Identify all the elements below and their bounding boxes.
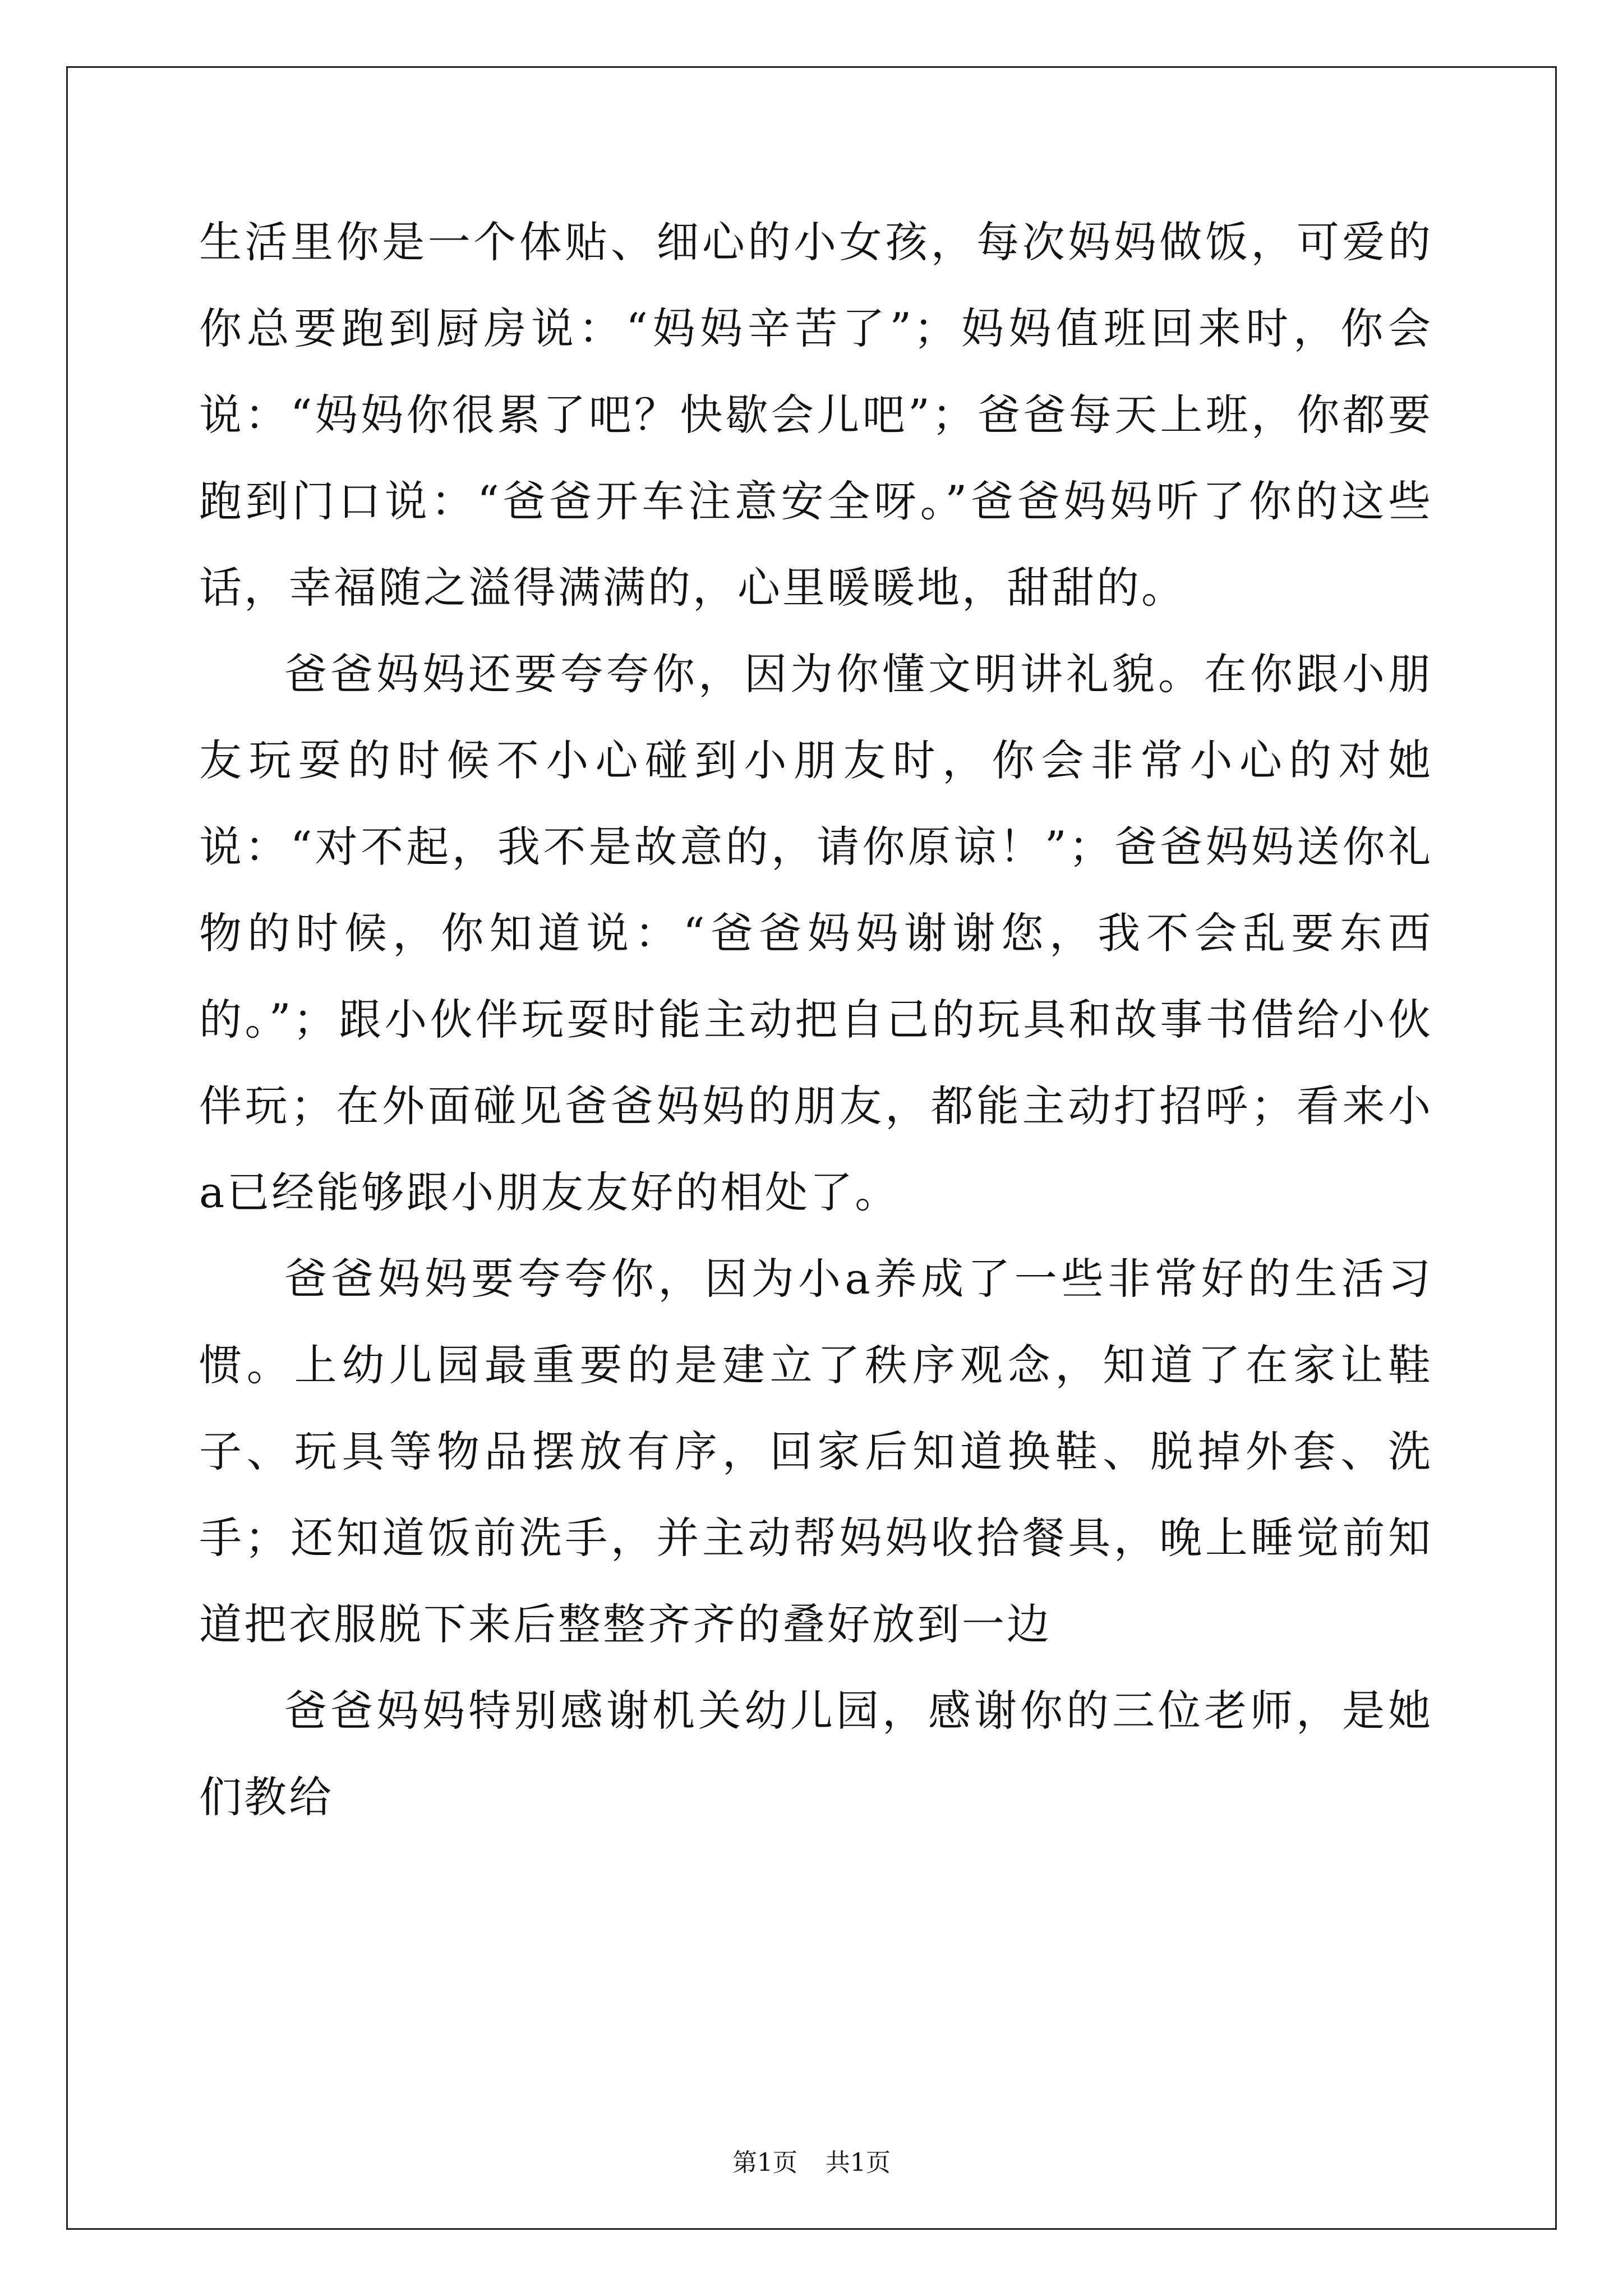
- paragraph-3: 爸爸妈妈要夸夸你，因为小a养成了一些非常好的生活习惯。上幼儿园最重要的是建立了秩序观念，知道了在家让鞋子、玩具等物品摆放有序，回家后知道换鞋、脱掉外套、洗手；还知道饭前洗手，并主动帮妈妈收拾餐具，晚上睡觉前知道把衣服脱下来后整整齐齐的叠好放到一边: [199, 1254, 1433, 1649]
- paragraph-2: 爸爸妈妈还要夸夸你，因为你懂文明讲礼貌。在你跟小朋友玩耍的时候不小心碰到小朋友时，你会非常小心的对她说：“对不起，我不是故意的，请你原谅！”；爸爸妈妈送你礼物的时候，你知道说：“爸爸妈妈谢谢您，我不会乱要东西的。”；跟小伙伴玩耍时能主动把自己的玩具和故事书借给小伙伴玩；在外面碰见爸爸妈妈的朋友，都能主动打招呼；看来小a已经能够跟小朋友友好的相处了。: [199, 649, 1433, 1217]
- paragraph-4: 爸爸妈妈特别感谢机关幼儿园，感谢你的三位老师，是她们教给: [199, 1686, 1433, 1822]
- page-footer: [0, 2146, 1623, 2180]
- paragraph-1: 生活里你是一个体贴、细心的小女孩，每次妈妈做饭，可爱的你总要跑到厨房说：“妈妈辛苦了”；妈妈值班回来时，你会说：“妈妈你很累了吧？快歇会儿吧”；爸爸每天上班，你都要跑到门口说：“爸爸开车注意安全呀。”爸爸妈妈听了你的这些话，幸福随之溢得满满的，心里暖暖地，甜甜的。: [199, 217, 1433, 613]
- page-total: 共1页: [826, 2148, 891, 2177]
- document-body: [199, 199, 1433, 1841]
- page-number: 第1页: [732, 2148, 797, 2177]
